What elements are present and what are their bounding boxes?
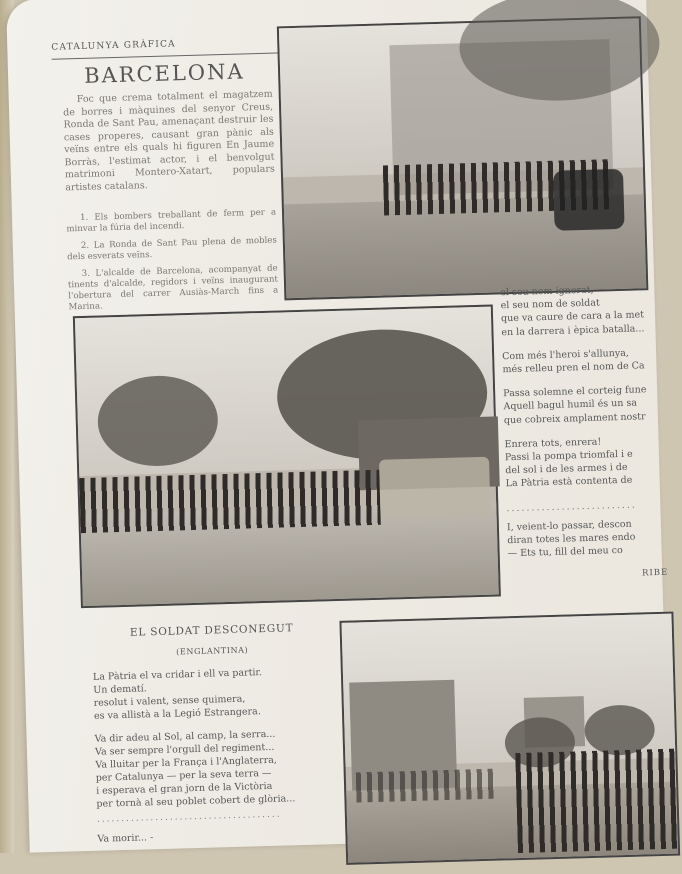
article-title: BARCELONA xyxy=(83,59,245,88)
poem-line: es va allistà a la Legió Estrangera. xyxy=(93,706,261,722)
poem-stanza-2 xyxy=(94,726,336,811)
poem-line: Va lluitar per la França i l'Anglaterra, xyxy=(95,754,278,771)
poem-line: Va ser sempre l'orgull del regiment... xyxy=(94,741,275,758)
poem-subtitle: (ENGLANTINA) xyxy=(176,645,249,657)
poem-line: Com més l'heroi s'allunya, xyxy=(501,347,630,363)
poem-line: que va caure de cara a la met xyxy=(500,309,645,325)
poem-line: I, veient-lo passar, descon xyxy=(506,518,632,534)
poem-line: del sol i de les armes i de xyxy=(505,462,628,477)
caption-2: 2. La Ronda de Sant Pau plena de mobles dels esverats veïns. xyxy=(67,235,277,263)
poem-line: Enrera tots, enrera! xyxy=(504,436,602,451)
photo-ronda-sant-pau xyxy=(73,305,501,609)
poem-line: Un dematí. xyxy=(93,683,147,696)
caption-1: 1. Els bombers treballant de ferm per a minvar la fúria del incendi. xyxy=(66,207,277,235)
poem-line: el seu nom de soldat xyxy=(500,297,600,312)
poem-line: per tornà al seu poblet cobert de glòria... xyxy=(96,793,296,810)
poem-dot-separator: .......................... xyxy=(506,499,638,514)
poem-stanza-1 xyxy=(93,664,334,723)
photo-firefighters xyxy=(277,16,649,300)
poem-end-line: Va morir... - xyxy=(97,832,154,845)
poem-line: i esperava el gran jorn de la Victòria xyxy=(95,780,273,797)
poem-continuation xyxy=(500,282,668,585)
poem-title: EL SOLDAT DESCONEGUT xyxy=(129,622,294,639)
poem-line: Va dir adeu al Sol, al camp, la serra... xyxy=(94,728,276,745)
poem-line: La Pàtria està contenta de xyxy=(505,475,633,490)
magazine-page xyxy=(6,0,670,853)
poem-line: Passa solemne el corteig fune xyxy=(503,384,647,400)
poem xyxy=(92,621,338,856)
photo-inauguration xyxy=(339,612,680,865)
poem-line: el seu nom ignorat, xyxy=(500,284,594,299)
poem-line: — Ets tu, fill del meu co xyxy=(507,545,623,560)
article-intro: Foc que crema totalment el magatzem de borres i màquines del senyor Creus, Ronda de Sant Pau, amenaçant destruir les cases properes, causant gran pànic als veïns entre els quals hi figuren En Jaume Borràs, l'estimat actor, i el benvolgut matrimoni Montero-Xatart, populars artistes catalans. xyxy=(63,88,275,193)
poem-line: per Catalunya — per la seva terra — xyxy=(95,767,272,784)
poem-line: diran totes les mares endo xyxy=(507,531,636,547)
poem-line: Aquell bagul humil és un sa xyxy=(503,397,638,413)
poem-line: que cobreix amplament nostr xyxy=(503,410,646,426)
magazine-header: CATALUNYA GRÀFICA xyxy=(51,36,281,59)
caption-3: 3. L'alcalde de Barcelona, acompanyat de tinents d'alcalde, regidors i veïns inaugurant l'obertura del carrer Ausiàs-March fins a Marina. xyxy=(67,263,279,313)
poem-signature: RIBE xyxy=(641,568,669,579)
poem-dot-separator: ...................................... xyxy=(96,809,282,825)
poem-line: Passi la pompa triomfal i e xyxy=(504,448,633,464)
poem-line: més relleu pren el nom de Ca xyxy=(502,360,645,376)
poem-line: resolut i valent, sense quimera, xyxy=(93,693,246,709)
poem-line: La Pàtria el va cridar i ell va partir. xyxy=(92,667,263,683)
poem-line: en la darrera i èpica batalla... xyxy=(501,322,645,338)
